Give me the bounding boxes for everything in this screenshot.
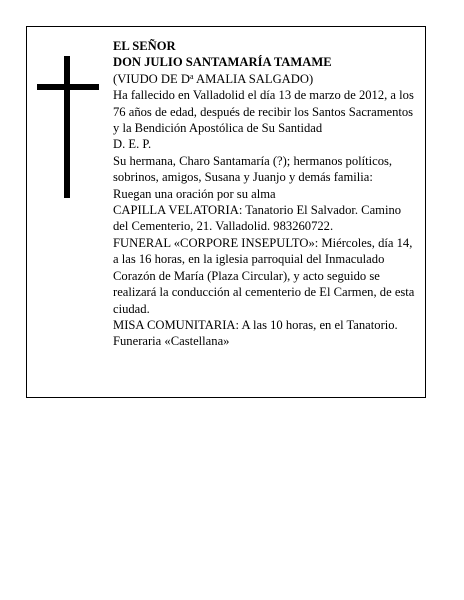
chapel-info: CAPILLA VELATORIA: Tanatorio El Salvador. Camino del Cementerio, 21. Valladolid. 983260722. [113,203,402,234]
prayer-request: Ruegan una oración por su alma [113,186,276,201]
mass-info: MISA COMUNITARIA: A las 10 horas, en el Tanatorio. [113,317,398,332]
cross-horizontal-bar [37,84,99,90]
notice-title: EL SEÑOR [113,39,176,53]
widower-superscript: a [189,71,194,81]
latin-cross-icon [37,56,99,198]
cross-vertical-bar [64,56,70,198]
widower-line [113,71,418,87]
funeral-info: FUNERAL «CORPORE INSEPULTO»: Miércoles, día 14, a las 16 horas, en la iglesia parroquial del Inmaculado Corazón de María (Plaza Circular), y acto seguido se realizará la conducción al cementerio de El Carmen, de esta ciudad. [113,235,415,316]
widower-prefix: (VIUDO DE D [113,71,190,86]
rip-line: D. E. P. [113,137,152,152]
deceased-name: DON JULIO SANTAMARÍA TAMAME [113,55,332,70]
funeral-home: Funeraria «Castellana» [113,334,230,349]
widower-suffix: AMALIA SALGADO) [193,71,314,86]
family-paragraph: Su hermana, Charo Santamaría (?); hermanos políticos, sobrinos, amigos, Susana y Juanjo y demás familia: [113,153,393,185]
death-paragraph: Ha fallecido en Valladolid el día 13 de marzo de 2012, a los 76 años de edad, después de recibir los Santos Sacramentos y la Bendición Apostólica de Su Santidad [113,88,414,136]
obituary-text [113,38,418,350]
